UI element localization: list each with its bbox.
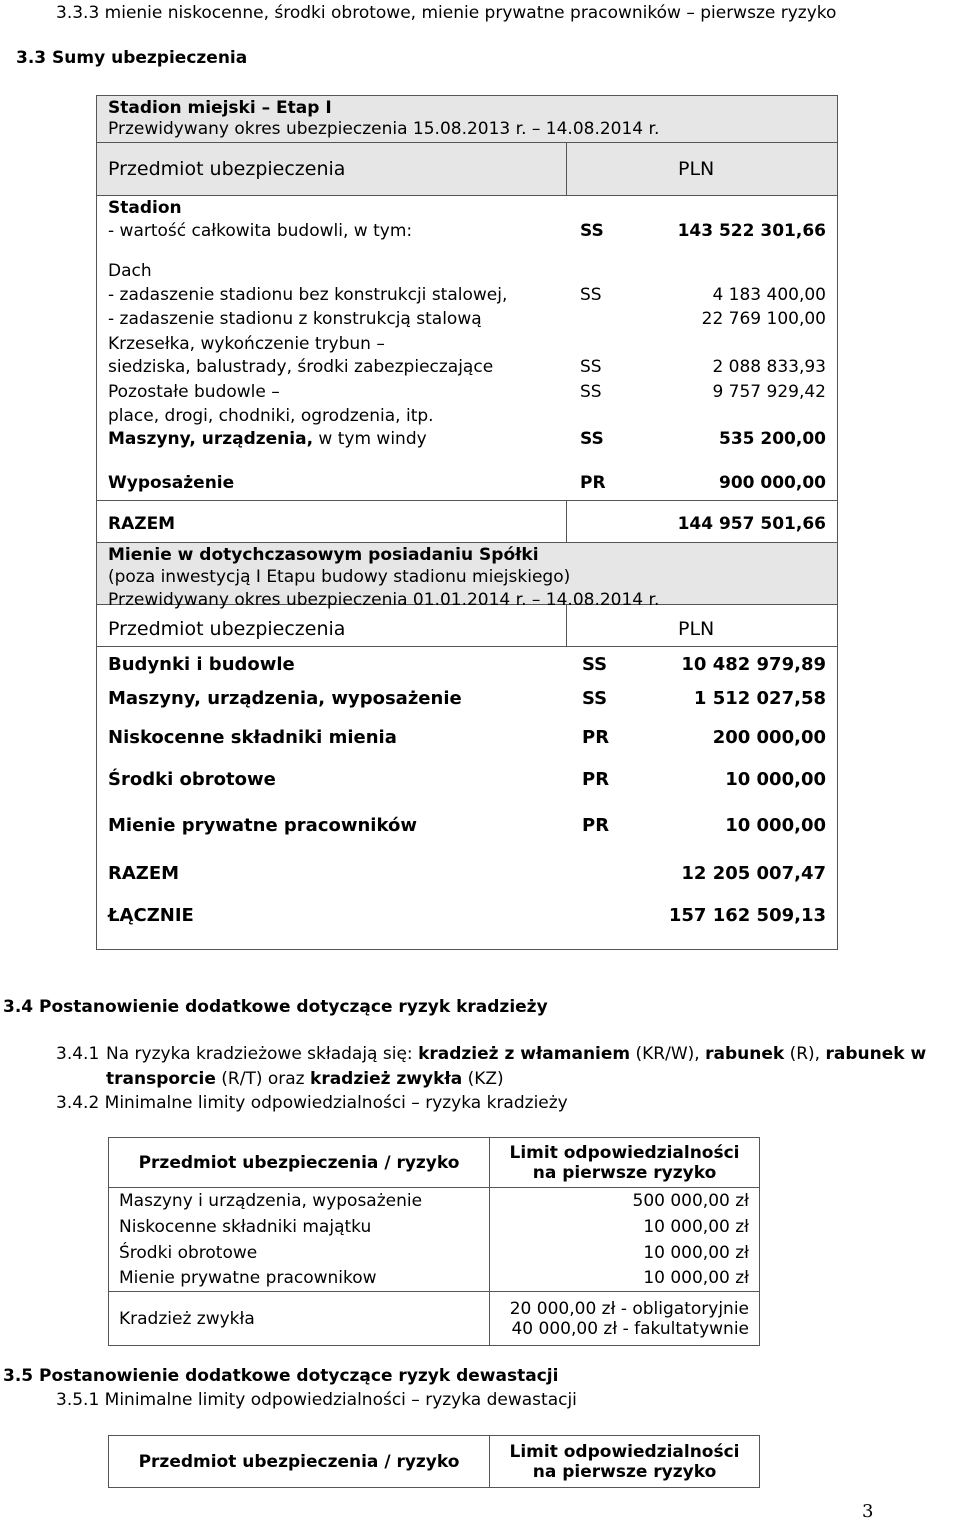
other-type: SS: [580, 382, 602, 402]
machines-label: [108, 429, 427, 449]
grand-total-amount: 157 162 509,13: [668, 905, 826, 926]
company-period: Przewidywany okres ubezpieczenia 01.01.2014 r. – 14.08.2014 r.: [108, 590, 660, 610]
company-title: Mienie w dotychczasowym posiadaniu Spółki: [108, 545, 539, 565]
roof-amount-2: 22 769 100,00: [701, 309, 826, 329]
company-total-label: RAZEM: [108, 863, 180, 884]
divider: [97, 195, 837, 196]
total-value-label: - wartość całkowita budowli, w tym:: [108, 221, 413, 241]
vandalism-limits-table: [108, 1435, 760, 1488]
company-col-subject: Przedmiot ubezpieczenia: [108, 618, 346, 640]
theft-p1-c: (KR/W),: [630, 1044, 706, 1064]
theft-row-label: Maszyny i urządzenia, wyposażenie: [109, 1188, 490, 1214]
stadium-total-label: RAZEM: [108, 514, 176, 534]
table-row: [109, 1188, 760, 1214]
theft-last-limit-1: 20 000,00 zł - obligatoryjnie: [509, 1298, 749, 1319]
seats-line-1: Krzesełka, wykończenie trybun –: [108, 334, 385, 354]
company-row-label: Mienie prywatne pracowników: [108, 815, 417, 836]
company-total-amount: 12 205 007,47: [681, 863, 826, 884]
machines-rest: w tym windy: [313, 429, 427, 449]
heading-3-3-3: 3.3.3 mienie niskocenne, środki obrotowe, mienie prywatne pracowników – pierwsze ryzyko: [56, 3, 837, 23]
stadium-total-amount: 144 957 501,66: [677, 514, 826, 534]
theft-row-label: Mienie prywatne pracownikow: [109, 1266, 490, 1292]
table-row: [109, 1240, 760, 1266]
stadion-label: Stadion: [108, 198, 182, 218]
theft-heading: 3.4 Postanowienie dodatkowe dotyczące ryzyk kradzieży: [3, 997, 548, 1017]
company-row-amount: 200 000,00: [712, 727, 826, 748]
divider: [566, 500, 567, 542]
theft-p1-f: rabunek w: [825, 1044, 927, 1064]
seats-amount: 2 088 833,93: [712, 357, 826, 377]
total-value-amount: 143 522 301,66: [677, 221, 826, 241]
theft-col-limit-1: Limit odpowiedzialności: [509, 1142, 740, 1163]
stadium-col-pln: PLN: [678, 158, 715, 180]
other-line-2: place, drogi, chodniki, ogrodzenia, itp.: [108, 406, 434, 426]
theft-row-limit: 10 000,00 zł: [490, 1266, 760, 1292]
company-row-type: SS: [582, 688, 608, 709]
vandalism-heading: 3.5 Postanowienie dodatkowe dotyczące ryzyk dewastacji: [3, 1366, 559, 1386]
company-row-label: Niskocenne składniki mienia: [108, 727, 397, 748]
divider: [97, 500, 837, 501]
divider: [97, 646, 837, 647]
roof-item-1: - zadaszenie stadionu bez konstrukcji stalowej,: [108, 285, 508, 305]
theft-row-limit: 10 000,00 zł: [490, 1214, 760, 1240]
theft-p1-d: rabunek: [705, 1044, 785, 1064]
total-value-type: SS: [580, 221, 604, 241]
other-amount: 9 757 929,42: [712, 382, 826, 402]
theft-row-limit: 10 000,00 zł: [490, 1240, 760, 1266]
machines-bold: Maszyny, urządzenia,: [108, 429, 314, 449]
vandalism-p1: 3.5.1 Minimalne limity odpowiedzialności – ryzyka dewastacji: [56, 1390, 577, 1410]
theft-row-limit: 500 000,00 zł: [490, 1188, 760, 1214]
vandalism-col-limit-2: na pierwsze ryzyko: [532, 1461, 717, 1482]
equipment-amount: 900 000,00: [718, 473, 826, 493]
seats-line-2: siedziska, balustrady, środki zabezpieczające: [108, 357, 494, 377]
theft-col-subject: Przedmiot ubezpieczenia / ryzyko: [109, 1138, 490, 1188]
theft-p1-line2: [106, 1069, 504, 1089]
other-line-1: Pozostałe budowle –: [108, 382, 280, 402]
seats-type: SS: [580, 357, 602, 377]
company-row-amount: 1 512 027,58: [693, 688, 826, 709]
vandalism-col-limit: [490, 1436, 760, 1488]
roof-type: SS: [580, 285, 602, 305]
company-row-type: PR: [582, 769, 610, 790]
theft-row-label: Środki obrotowe: [109, 1240, 490, 1266]
heading-3-3: 3.3 Sumy ubezpieczenia: [16, 48, 248, 68]
stadium-col-subject: Przedmiot ubezpieczenia: [108, 158, 346, 180]
stadium-title: Stadion miejski – Etap I: [108, 98, 332, 118]
vandalism-col-subject: Przedmiot ubezpieczenia / ryzyko: [109, 1436, 490, 1488]
equipment-type: PR: [580, 473, 606, 493]
company-row-type: SS: [582, 654, 608, 675]
roof-amount-1: 4 183 400,00: [712, 285, 826, 305]
divider: [566, 604, 567, 646]
company-row-label: Maszyny, urządzenia, wyposażenie: [108, 688, 462, 709]
theft-p1-j: (KZ): [462, 1069, 504, 1089]
divider: [97, 142, 837, 143]
theft-p1-h: (R/T) oraz: [215, 1069, 311, 1089]
table-row: [109, 1266, 760, 1292]
theft-p1-a: Na ryzyka kradzieżowe składają się:: [106, 1044, 419, 1064]
company-row-type: PR: [582, 815, 610, 836]
theft-p1-num: 3.4.1: [56, 1044, 100, 1064]
theft-p1-e: (R),: [784, 1044, 826, 1064]
theft-p1-g: transporcie: [106, 1069, 216, 1089]
vandalism-col-limit-1: Limit odpowiedzialności: [509, 1441, 740, 1462]
roof-label: Dach: [108, 261, 152, 281]
theft-row-label: Niskocenne składniki majątku: [109, 1214, 490, 1240]
equipment-label: Wyposażenie: [108, 473, 235, 493]
company-row-amount: 10 000,00: [725, 815, 826, 836]
theft-p1-b: kradzież z włamaniem: [418, 1044, 631, 1064]
company-row-label: Budynki i budowle: [108, 654, 295, 675]
theft-last-label: Kradzież zwykła: [109, 1292, 490, 1346]
theft-col-limit-2: na pierwsze ryzyko: [532, 1162, 717, 1183]
page-number: 3: [862, 1501, 874, 1522]
grand-total-label: ŁĄCZNIE: [108, 905, 194, 926]
theft-p1-line1: [106, 1044, 926, 1064]
machines-amount: 535 200,00: [718, 429, 826, 449]
divider: [566, 142, 567, 195]
table-row: [109, 1214, 760, 1240]
divider: [97, 542, 837, 543]
theft-limits-table: [108, 1137, 760, 1346]
theft-p2: 3.4.2 Minimalne limity odpowiedzialności – ryzyka kradzieży: [56, 1093, 568, 1113]
theft-p1-i: kradzież zwykła: [310, 1069, 463, 1089]
company-col-pln: PLN: [678, 618, 715, 640]
company-row-amount: 10 000,00: [725, 769, 826, 790]
theft-last-limit: [490, 1292, 760, 1346]
company-row-type: PR: [582, 727, 610, 748]
stadium-period: Przewidywany okres ubezpieczenia 15.08.2013 r. – 14.08.2014 r.: [108, 119, 660, 139]
company-subtitle: (poza inwestycją I Etapu budowy stadionu miejskiego): [108, 567, 571, 587]
theft-last-limit-2: 40 000,00 zł - fakultatywnie: [511, 1318, 749, 1339]
theft-col-limit: [490, 1138, 760, 1188]
roof-item-2: - zadaszenie stadionu z konstrukcją stalową: [108, 309, 482, 329]
machines-type: SS: [580, 429, 604, 449]
company-row-label: Środki obrotowe: [108, 769, 276, 790]
company-row-amount: 10 482 979,89: [681, 654, 826, 675]
